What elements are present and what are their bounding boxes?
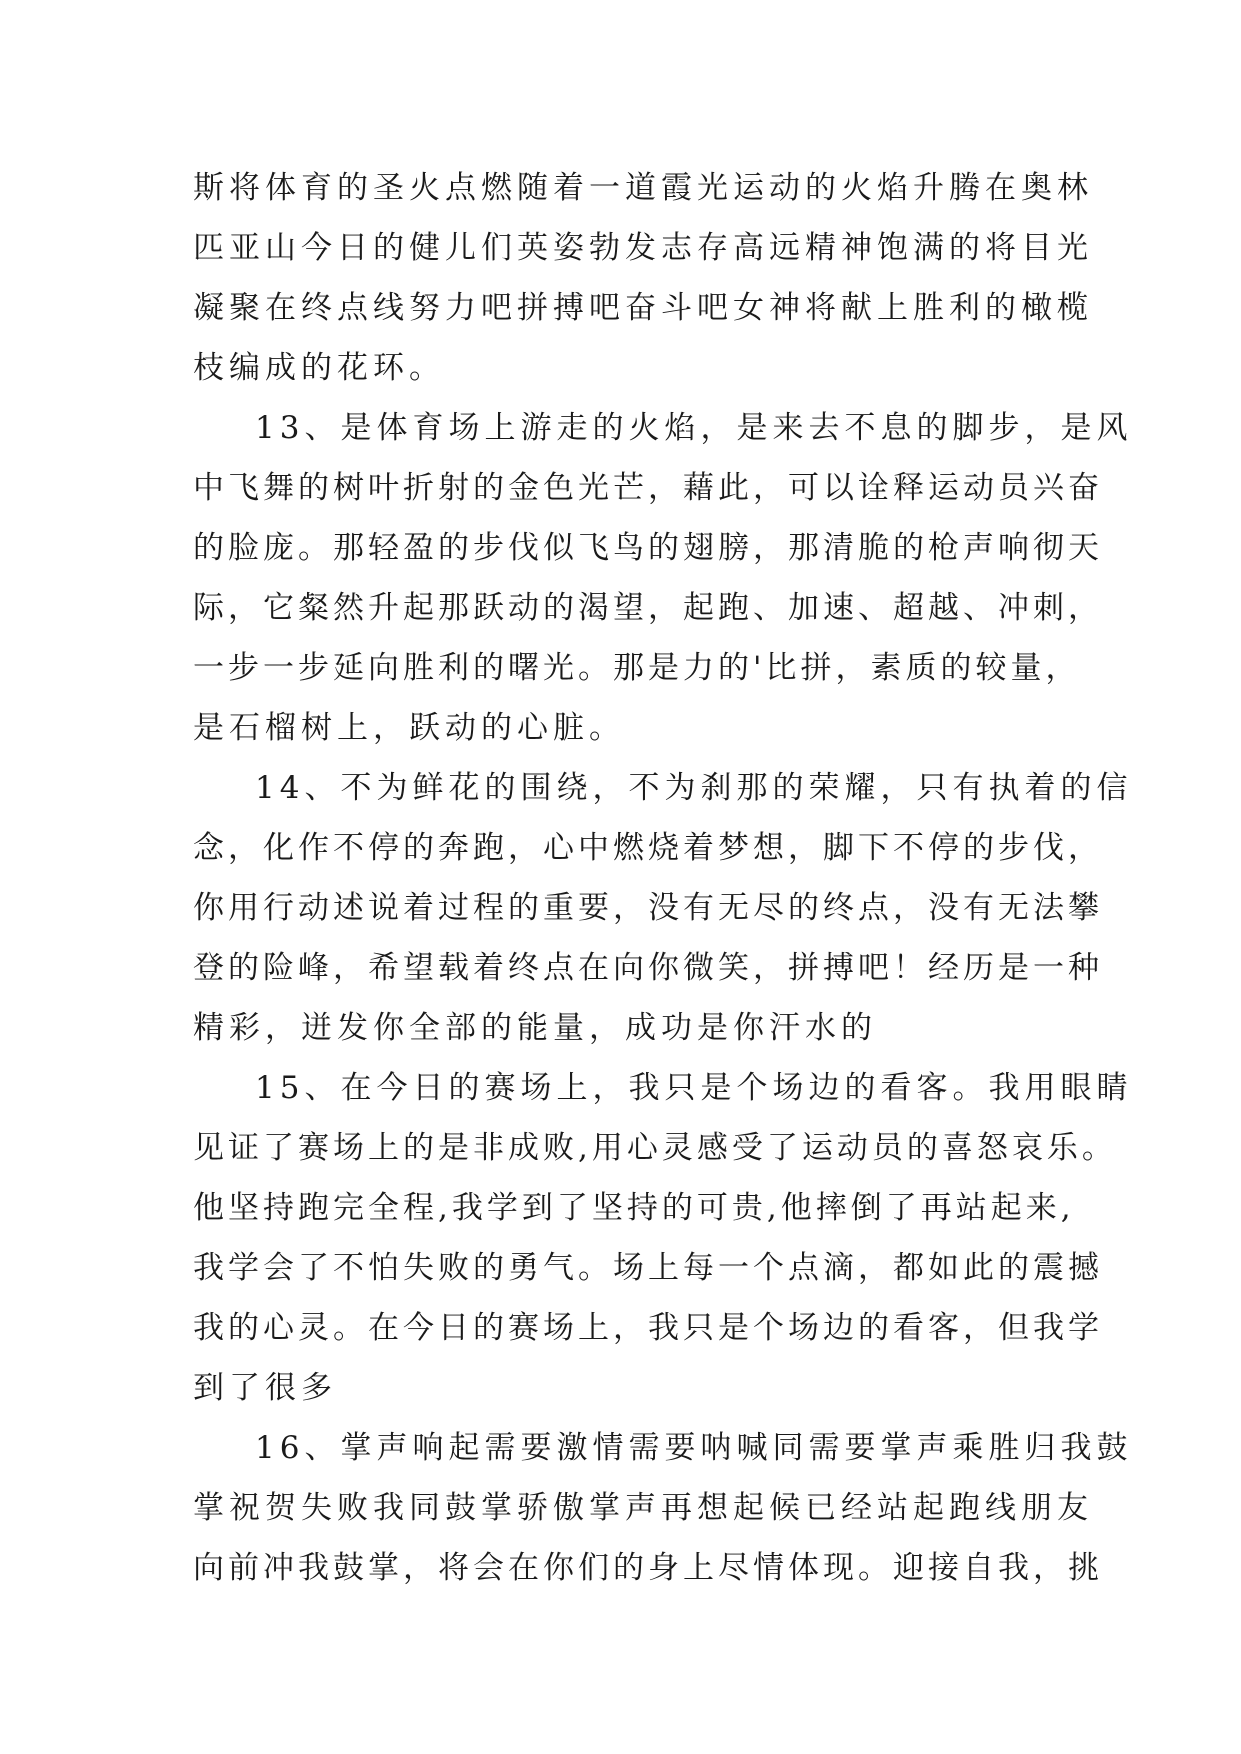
text-line: 你用行动述说着过程的重要，没有无尽的终点，没有无法攀 (193, 890, 1103, 926)
text-line: 向前冲我鼓掌，将会在你们的身上尽情体现。迎接自我，挑 (193, 1550, 1103, 1586)
text-line: 精彩，迸发你全部的能量，成功是你汗水的 (193, 1010, 877, 1046)
paragraph-13-start: 13、是体育场上游走的火焰，是来去不息的脚步，是风 (255, 410, 1133, 446)
text-line: 我学会了不怕失败的勇气。场上每一个点滴，都如此的震撼 (193, 1250, 1103, 1286)
text-line: 他坚持跑完全程,我学到了坚持的可贵,他摔倒了再站起来, (193, 1190, 1075, 1226)
text-line: 斯将体育的圣火点燃随着一道霞光运动的火焰升腾在奥林 (193, 170, 1093, 206)
paragraph-14-start: 14、不为鲜花的围绕，不为刹那的荣耀，只有执着的信 (255, 770, 1133, 806)
paragraph-15-start: 15、在今日的赛场上，我只是个场边的看客。我用眼睛 (255, 1070, 1133, 1106)
text-line: 际，它粲然升起那跃动的渴望，起跑、加速、超越、冲刺， (193, 590, 1103, 626)
paragraph-16-start: 16、掌声响起需要激情需要呐喊同需要掌声乘胜归我鼓 (255, 1430, 1133, 1466)
text-line: 念，化作不停的奔跑，心中燃烧着梦想，脚下不停的步伐， (193, 830, 1103, 866)
text-line: 登的险峰，希望载着终点在向你微笑，拼搏吧！经历是一种 (193, 950, 1103, 986)
text-line: 枝编成的花环。 (193, 350, 445, 386)
text-line: 的脸庞。那轻盈的步伐似飞鸟的翅膀，那清脆的枪声响彻天 (193, 530, 1103, 566)
text-line: 见证了赛场上的是非成败,用心灵感受了运动员的喜怒哀乐。 (193, 1130, 1117, 1166)
text-line: 到了很多 (193, 1370, 337, 1406)
text-line: 中飞舞的树叶折射的金色光芒，藉此，可以诠释运动员兴奋 (193, 470, 1103, 506)
body-text (193, 158, 1133, 1598)
text-line: 匹亚山今日的健儿们英姿勃发志存高远精神饱满的将目光 (193, 230, 1093, 266)
text-line: 是石榴树上，跃动的心脏。 (193, 710, 625, 746)
text-line: 我的心灵。在今日的赛场上，我只是个场边的看客，但我学 (193, 1310, 1103, 1346)
text-line: 掌祝贺失败我同鼓掌骄傲掌声再想起候已经站起跑线朋友 (193, 1490, 1093, 1526)
text-line: 凝聚在终点线努力吧拼搏吧奋斗吧女神将献上胜利的橄榄 (193, 290, 1093, 326)
text-line: 一步一步延向胜利的曙光。那是力的'比拼，素质的较量， (193, 650, 1081, 686)
